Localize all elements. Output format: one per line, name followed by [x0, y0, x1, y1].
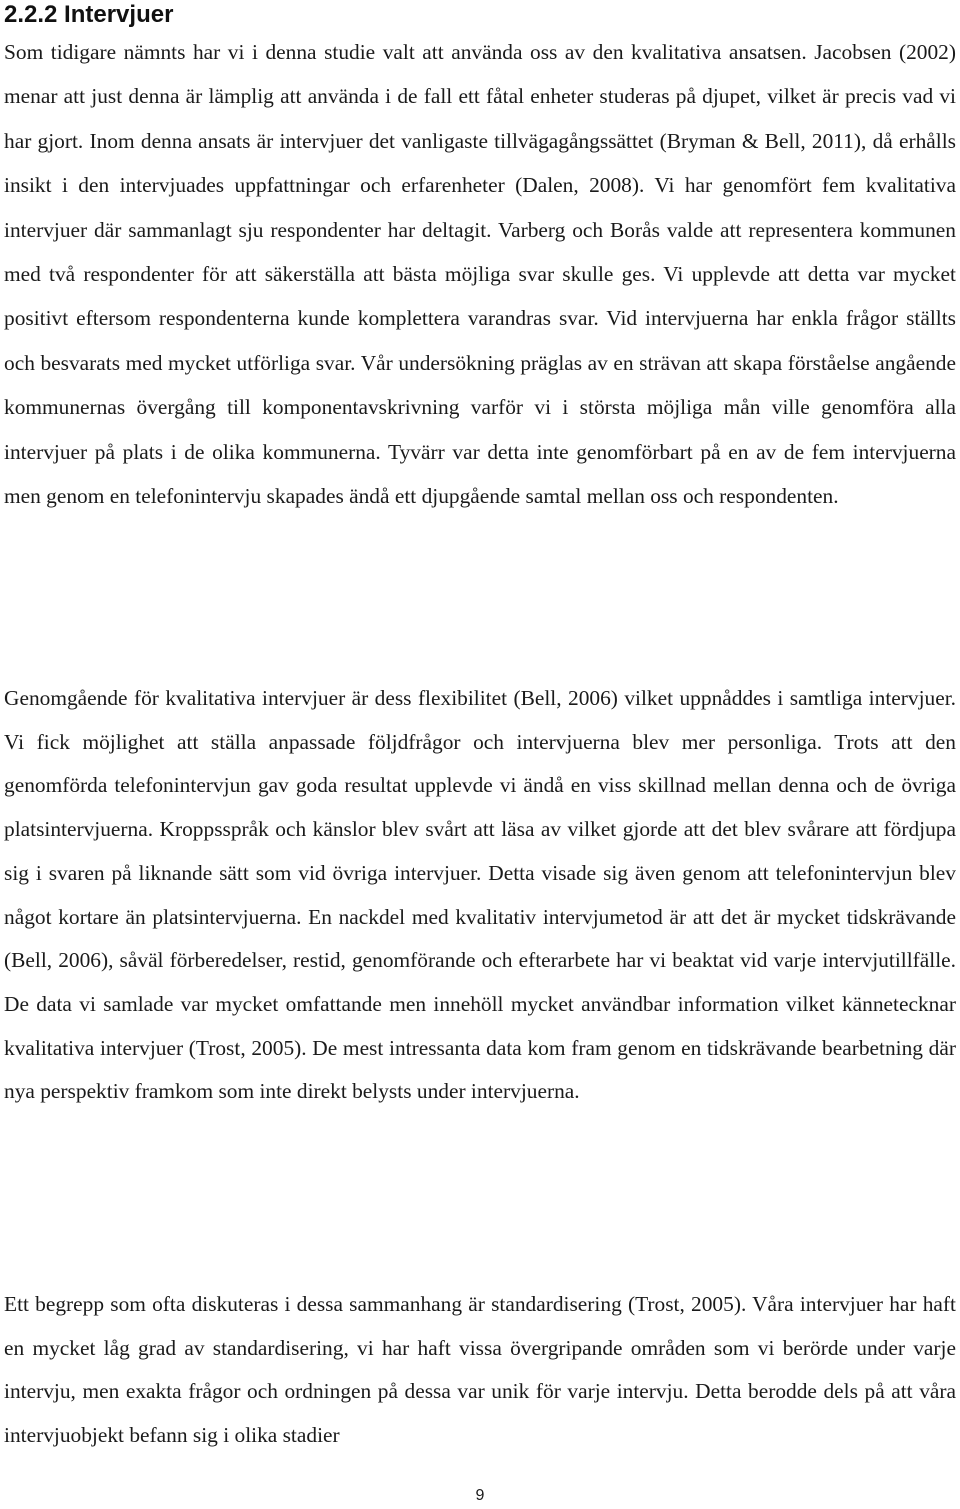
paragraph-interview-flexibility: Genomgående för kvalitativa intervjuer är dess flexibilitet (Bell, 2006) vilket uppnåddes i samtliga intervjuer. Vi fick möjlighet att ställa anpassade följdfrågor och intervjuerna blev mer personliga. Trots att den genomförda telefonintervjun gav goda resultat upplevde vi ändå en viss skillnad mellan denna och de övriga platsintervjuerna. Kroppsspråk och känslor blev svårt att läsa av vilket gjorde att det blev svårare att fördjupa sig i svaren på liknande sätt som vid övriga intervjuer. Detta visade sig även genom att telefonintervjun blev något kortare än platsintervjuerna. En nackdel med kvalitativ intervjumetod är att det är mycket tidskrävande (Bell, 2006), såväl förberedelser, restid, genomförande och efterarbete har vi beaktat vid varje intervjutillfälle. De data vi samlade var mycket omfattande men innehöll mycket användbar information vilket kännetecknar kvalitativa intervjuer (Trost, 2005). De mest intressanta data kom fram genom en tidskrävande bearbetning där nya perspektiv framkom som inte direkt belysts under intervjuerna.: [4, 686, 956, 1104]
section-heading: 2.2.2 Intervjuer: [4, 1, 174, 28]
paragraph-standardisation: Ett begrepp som ofta diskuteras i dessa sammanhang är standardisering (Trost, 2005). Våra intervjuer har haft en mycket låg grad av standardisering, vi har haft vissa övergripande områden som vi berörde under varje intervju, men exakta frågor och ordningen på dessa var unik för varje intervju. Detta berodde dels på att våra intervjuobjekt befann sig i olika stadier: [4, 1292, 956, 1448]
paragraph-method-approach: Som tidigare nämnts har vi i denna studie valt att använda oss av den kvalitativa ansatsen. Jacobsen (2002) menar att just denna är lämplig att använda i de fall ett fåtal enheter studeras på djupet, vilket är precis vad vi har gjort. Inom denna ansats är intervjuer det vanligaste tillvägagångssättet (Bryman & Bell, 2011), då erhålls insikt i den intervjuades uppfattningar och erfarenheter (Dalen, 2008). Vi har genomfört fem kvalitativa intervjuer där sammanlagt sju respondenter har deltagit. Varberg och Borås valde att representera kommunen med två respondenter för att säkerställa att bästa möjliga svar skulle ges. Vi upplevde att detta var mycket positivt eftersom respondenterna kunde komplettera varandras svar. Vid intervjuerna har enkla frågor ställts och besvarats med mycket utförliga svar. Vår undersökning präglas av en strävan att skapa förståelse angående kommunernas övergång till komponentavskrivning varför vi i största möjliga mån ville genomföra alla intervjuer på plats i de olika kommunerna. Tyvärr var detta inte genomförbart på en av de fem intervjuerna men genom en telefonintervju skapades ändå ett djupgående samtal mellan oss och respondenten.: [4, 40, 956, 509]
page-number: 9: [475, 1487, 485, 1504]
